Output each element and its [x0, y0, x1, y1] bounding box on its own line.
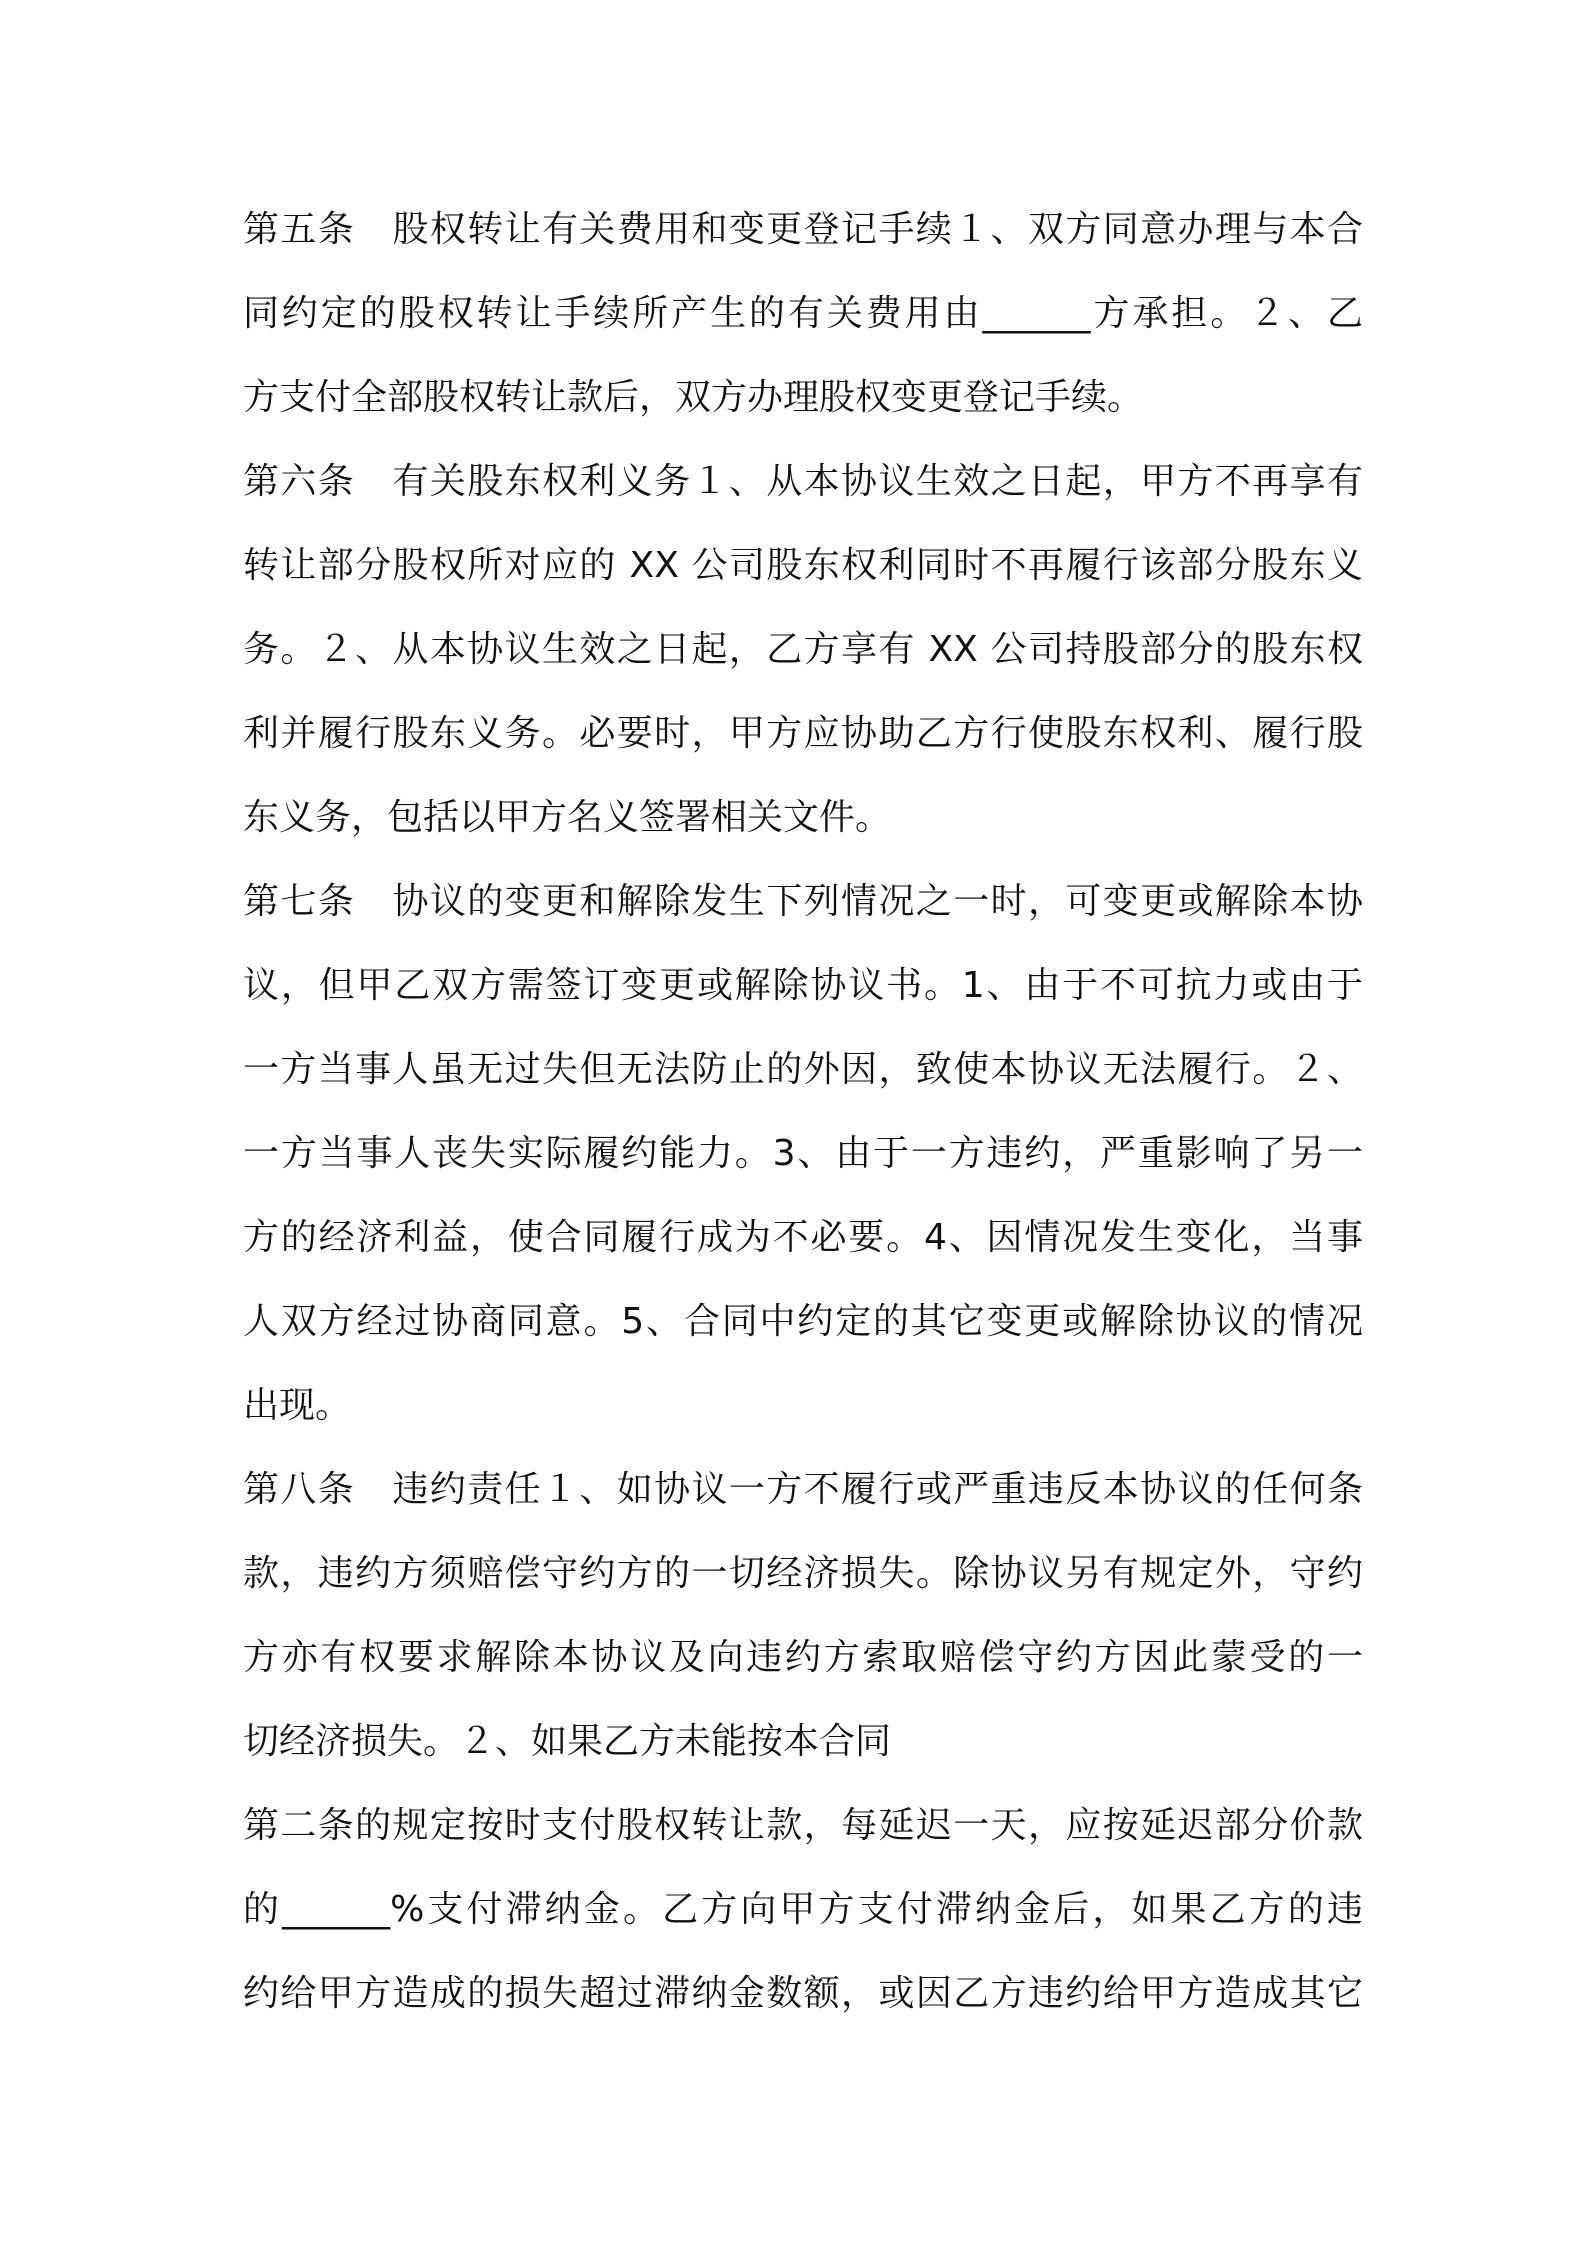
text-line: 的______%支付滞纳金。乙方向甲方支付滞纳金后，如果乙方的违: [243, 1889, 1363, 1930]
text-line: 人双方经过协商同意。5、合同中约定的其它变更或解除协议的情况: [243, 1301, 1363, 1342]
text-line: 方的经济利益，使合同履行成为不必要。4、因情况发生变化，当事: [243, 1217, 1363, 1258]
text-line: 方支付全部股权转让款后，双方办理股权变更登记手续。: [243, 377, 1144, 418]
text-line: 议，但甲乙双方需签订变更或解除协议书。1、由于不可抗力或由于: [243, 965, 1363, 1006]
text-line: 同约定的股权转让手续所产生的有关费用由______方承担。２、乙: [243, 293, 1363, 334]
text-line: 款，违约方须赔偿守约方的一切经济损失。除协议另有规定外，守约: [243, 1553, 1363, 1594]
text-line: 利并履行股东义务。必要时，甲方应协助乙方行使股东权利、履行股: [243, 713, 1363, 754]
article-6-heading-line: 第六条 有关股东权利义务１、从本协议生效之日起，甲方不再享有: [243, 461, 1363, 502]
text-line: 第二条的规定按时支付股权转让款，每延迟一天，应按延迟部分价款: [243, 1805, 1363, 1846]
text-line: 务。２、从本协议生效之日起，乙方享有 XX 公司持股部分的股东权: [243, 629, 1363, 670]
text-line: 约给甲方造成的损失超过滞纳金数额，或因乙方违约给甲方造成其它: [243, 1973, 1363, 2014]
article-5-heading-line: 第五条 股权转让有关费用和变更登记手续１、双方同意办理与本合: [243, 209, 1363, 250]
text-line: 切经济损失。２、如果乙方未能按本合同: [243, 1721, 892, 1762]
text-line: 方亦有权要求解除本协议及向违约方索取赔偿守约方因此蒙受的一: [243, 1637, 1363, 1678]
text-line: 转让部分股权所对应的 XX 公司股东权利同时不再履行该部分股东义: [243, 545, 1363, 586]
text-line: 一方当事人虽无过失但无法防止的外因，致使本协议无法履行。２、: [243, 1049, 1363, 1090]
article-8-heading-line: 第八条 违约责任１、如协议一方不履行或严重违反本协议的任何条: [243, 1469, 1363, 1510]
article-7-heading-line: 第七条 协议的变更和解除发生下列情况之一时，可变更或解除本协: [243, 881, 1363, 922]
text-line: 出现。: [243, 1385, 352, 1426]
text-line: 东义务，包括以甲方名义签署相关文件。: [243, 797, 892, 838]
text-line: 一方当事人丧失实际履约能力。3、由于一方违约，严重影响了另一: [243, 1133, 1363, 1174]
